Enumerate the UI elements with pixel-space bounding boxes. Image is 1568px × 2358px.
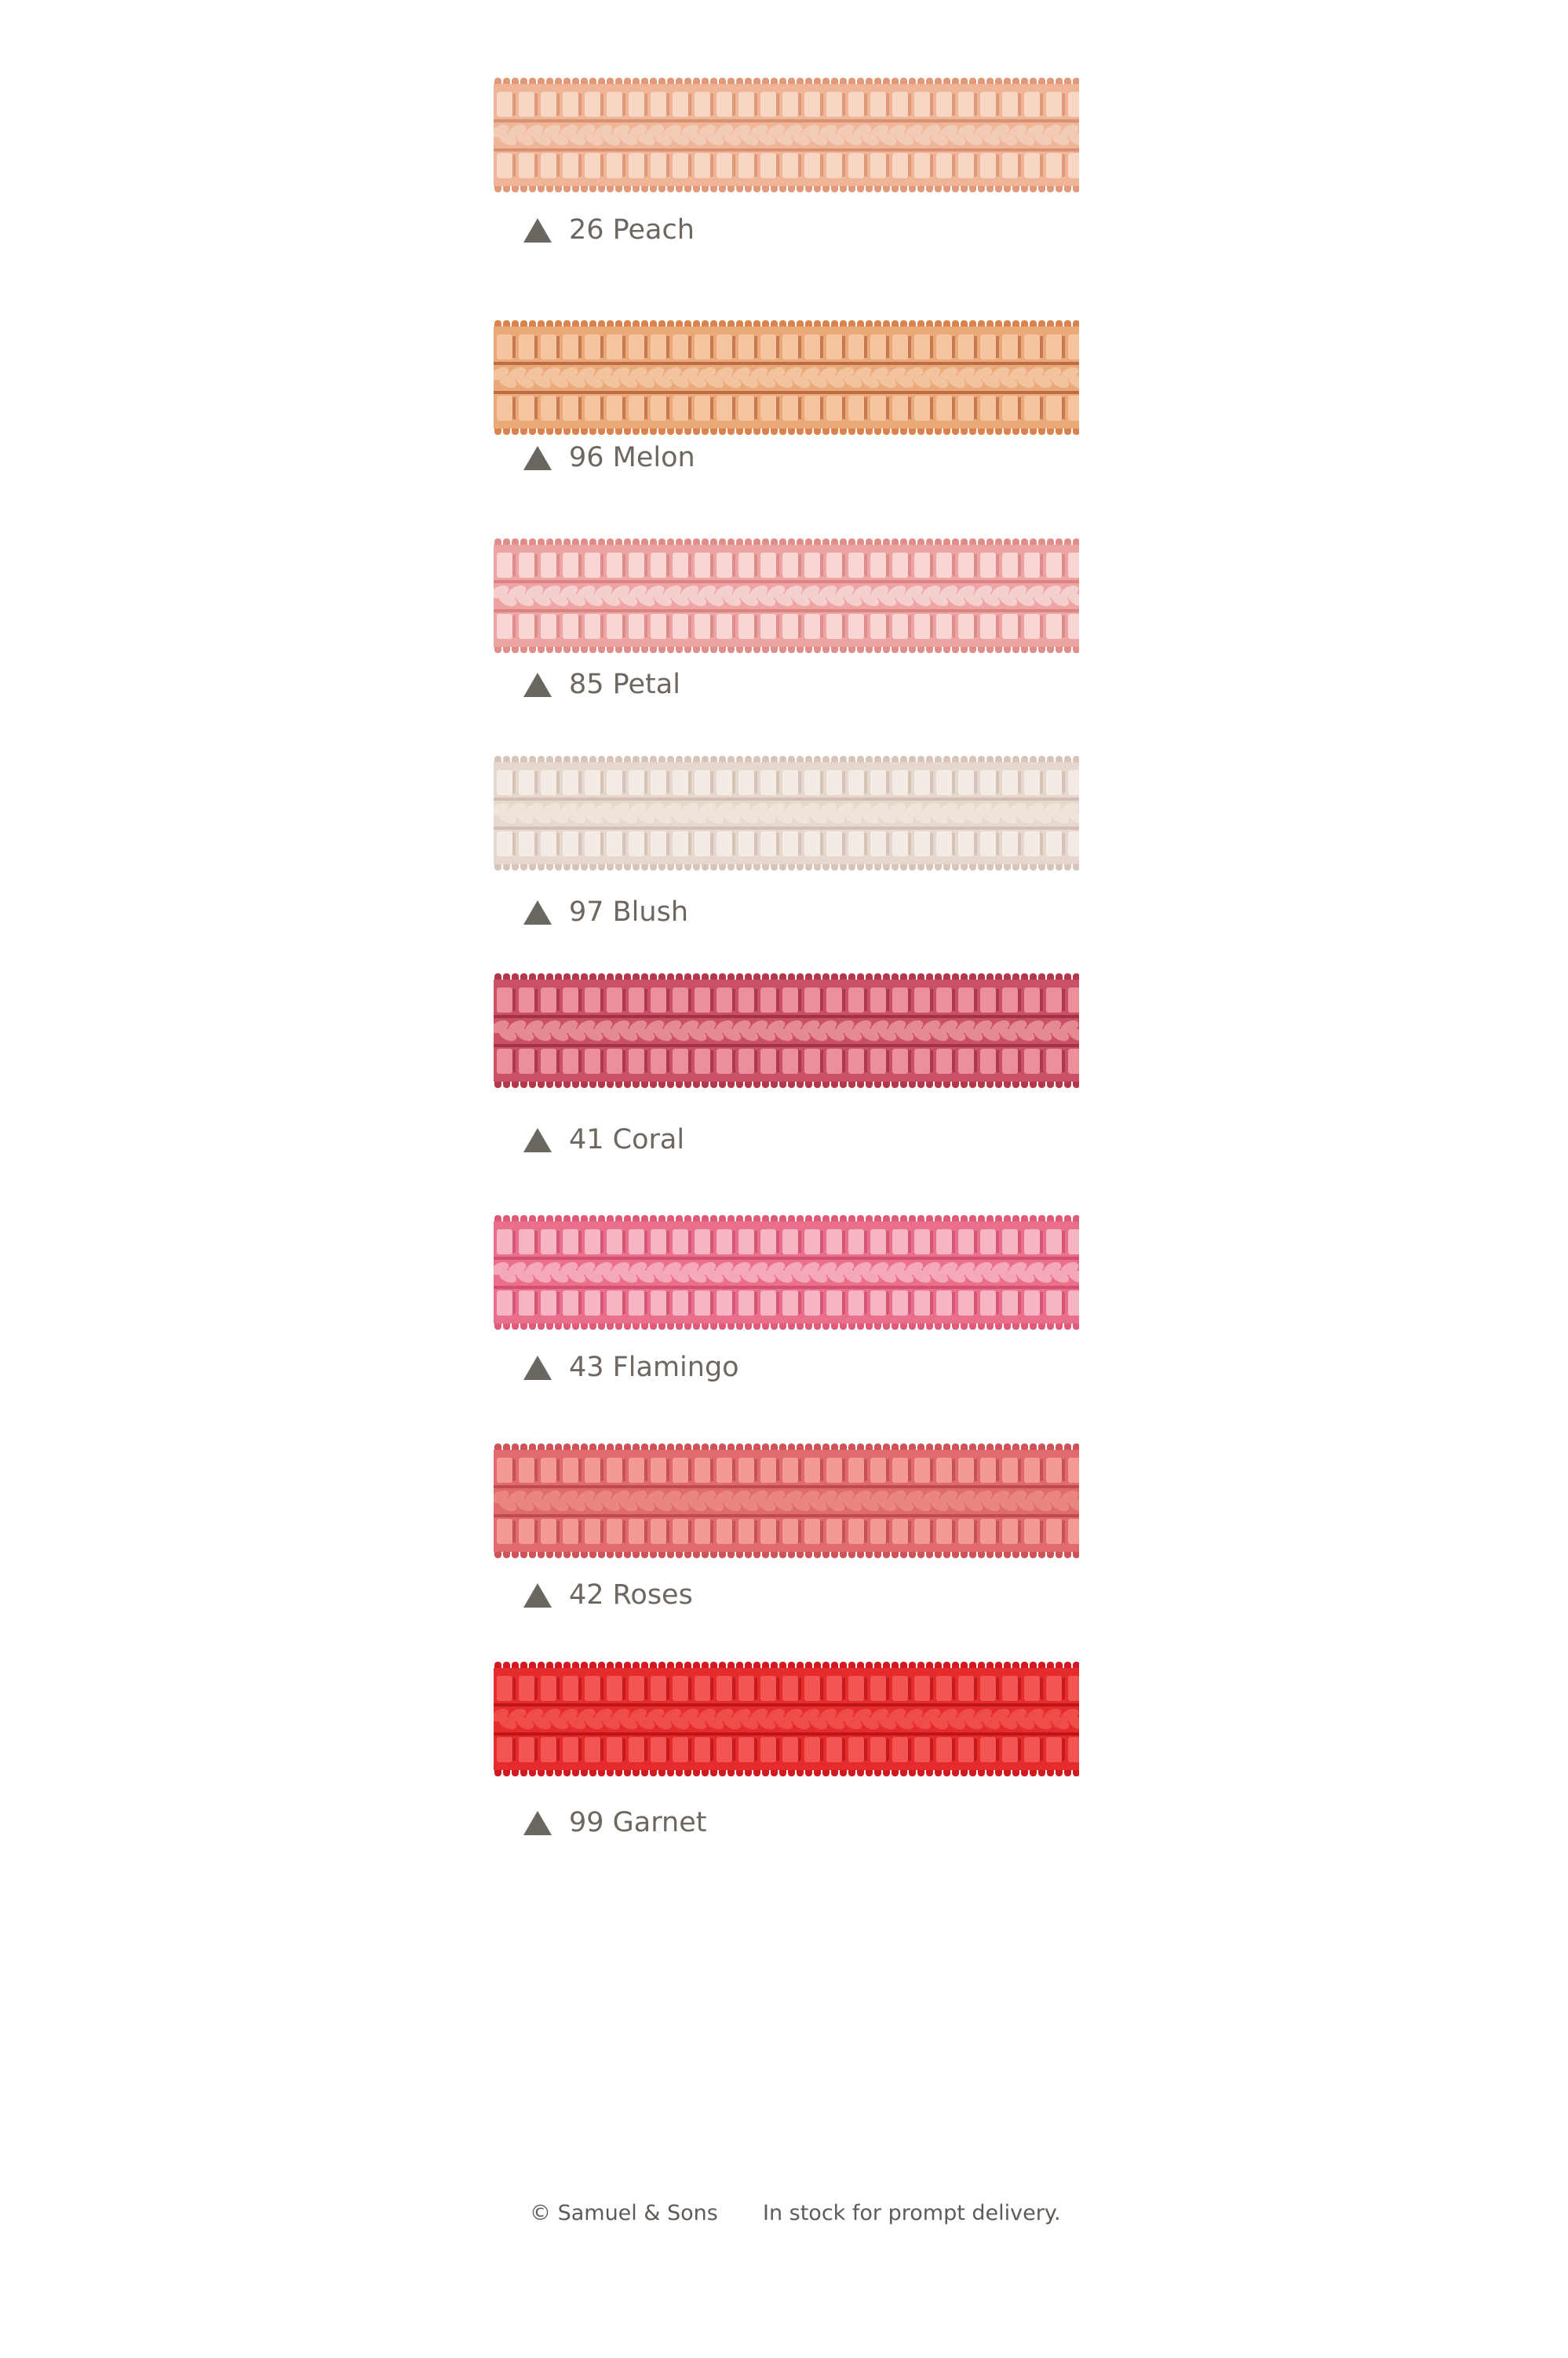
copyright-text: © Samuel & Sons: [530, 2201, 718, 2225]
swatch-label-text: 96 Melon: [569, 442, 695, 473]
swatch-label: [523, 211, 695, 249]
swatch-label-text: 26 Peach: [569, 214, 695, 246]
swatch-label: [523, 439, 695, 476]
triangle-icon: [523, 1128, 552, 1152]
trim-swatch: [494, 972, 1079, 1090]
trim-swatch: [494, 319, 1079, 436]
trim-swatch: [494, 76, 1079, 194]
swatch-label: [523, 1121, 684, 1159]
trim-swatch: [494, 1442, 1079, 1560]
swatch-label-text: 42 Roses: [569, 1579, 693, 1611]
swatch-label: [523, 893, 688, 931]
trim-swatch: [494, 537, 1079, 655]
swatch-label-text: 85 Petal: [569, 669, 680, 700]
triangle-icon: [523, 446, 552, 470]
swatch-label: [523, 1349, 739, 1386]
swatch-label: [523, 666, 680, 703]
trim-swatch: [494, 754, 1079, 872]
swatch-label-text: 43 Flamingo: [569, 1352, 739, 1383]
triangle-icon: [523, 1356, 552, 1380]
swatch-label: [523, 1576, 693, 1614]
triangle-icon: [523, 900, 552, 925]
swatch-label-text: 99 Garnet: [569, 1807, 707, 1838]
swatch-label-text: 97 Blush: [569, 896, 688, 928]
trim-swatch: [494, 1660, 1079, 1778]
triangle-icon: [523, 1583, 552, 1608]
triangle-icon: [523, 1811, 552, 1835]
stock-note: In stock for prompt delivery.: [763, 2201, 1061, 2225]
swatch-label-text: 41 Coral: [569, 1124, 685, 1155]
trim-swatch: [494, 1214, 1079, 1331]
swatch-label: [523, 1804, 706, 1842]
triangle-icon: [523, 218, 552, 243]
triangle-icon: [523, 673, 552, 697]
